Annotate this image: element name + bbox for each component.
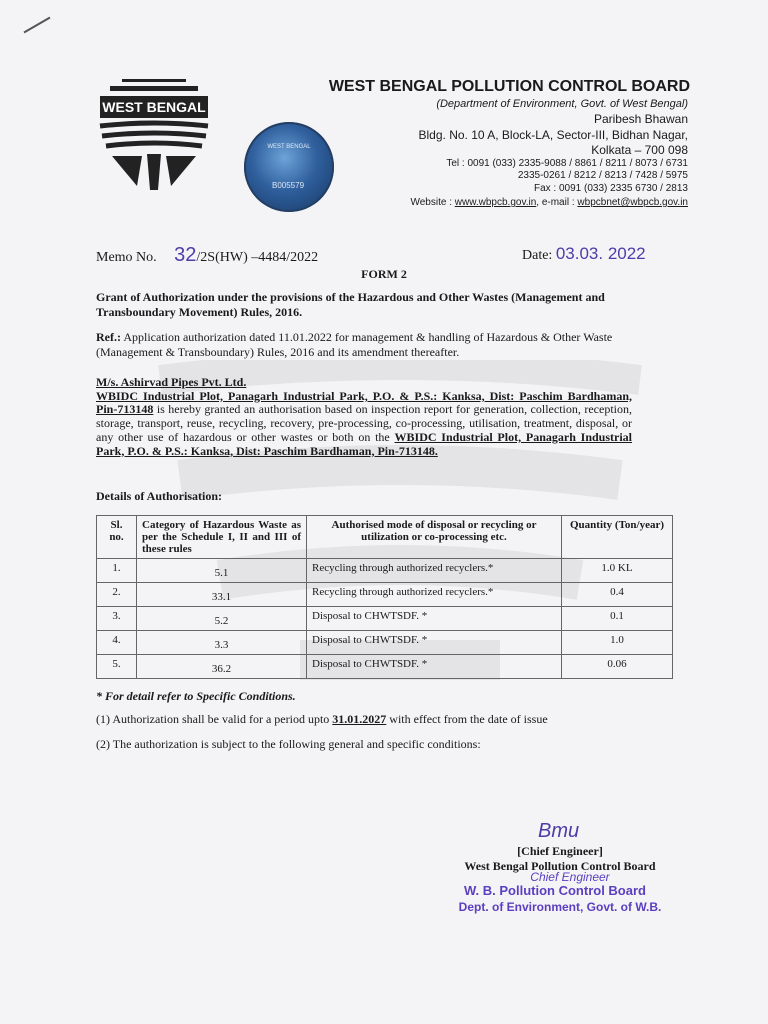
memo-number: /2S(HW) –4484/2022 [196,250,319,265]
email-link[interactable]: wbpcbnet@wbpcb.gov.in [577,197,688,208]
signatory-board: West Bengal Pollution Control Board [464,859,656,873]
memo-label: Memo No. [96,250,157,265]
authorisation-table [96,515,673,679]
cell-quantity: 0.06 [562,655,673,679]
stamp-board: W. B. Pollution Control Board [464,883,646,898]
condition-2: (2) The authorization is subject to the following general and specific conditions: [96,737,481,751]
ref-text: Application authorization dated 11.01.2022 for management & handling of Hazardous & Other Waste (Management & Transboundary) Rules, 2016 and its amendment thereafter. [96,330,613,359]
col-header-mode: Authorised mode of disposal or recycling or utilization or co-processing etc. [307,516,562,559]
reference [96,330,642,360]
cell-sl: 3. [97,607,137,631]
website-label: Website : [410,197,452,208]
company-address: WBIDC Industrial Plot, Panagarh Industrial Park, P.O. & P.S.: Kanksa, Dist: Paschim Bardhaman, Pin-713148 [96,388,632,417]
wbpcb-logo [92,76,216,194]
cell-sl: 5. [97,655,137,679]
cell-sl: 4. [97,631,137,655]
table-row [97,655,673,679]
table-header-row [97,516,673,559]
condition-1-suffix: with effect from the date of issue [386,712,548,726]
dept-line: (Department of Environment, Govt. of West Bengal) [436,98,688,110]
fax-line: Fax : 0091 (033) 2335 6730 / 2813 [533,183,688,194]
authorisation-text: is hereby granted an authorisation based on inspection report for generation, collection, reception, storage, transport, reuse, recycling, recovery, pre-processing, co-processing, utilisation, treatment, disposal, or any other use of hazardous or other wastes or both on the [96,402,632,444]
building-name: Paribesh Bhawan [593,112,688,126]
details-title: Details of Authorisation: [96,489,222,503]
col-header-category: Category of Hazardous Waste as per the Schedule I, II and III of these rules [137,516,307,559]
tel-line-1: Tel : 0091 (033) 2335-9088 / 8861 / 8211 / 8073 / 6731 [446,158,688,169]
validity-date: 31.01.2027 [332,712,387,726]
date-handwritten: 03.03. 2022 [555,244,646,263]
memo-line [96,244,318,267]
table-row [97,559,673,583]
pen-mark [24,17,51,34]
cell-category: 5.2 [137,607,307,631]
ref-label: Ref.: [96,330,121,344]
cell-quantity: 1.0 [562,631,673,655]
cell-category: 33.1 [137,583,307,607]
grant-title: Grant of Authorization under the provisions of the Hazardous and Other Wastes (Management and Transboundary Movement) Rules, 2016. [96,290,605,319]
seal-code: B005579 [271,181,305,190]
tel-line-2: 2335-0261 / 8212 / 8213 / 7428 / 5975 [517,170,688,181]
hologram-seal [244,122,334,212]
cell-quantity: 0.4 [562,583,673,607]
cell-category: 5.1 [137,559,307,583]
seal-text: WEST BENGAL [267,144,311,150]
logo-text: WEST BENGAL [102,99,206,115]
stamp-designation: Chief Engineer [530,870,610,884]
cell-mode: Recycling through authorized recyclers.* [307,583,562,607]
table-row [97,631,673,655]
contact-line [330,197,688,209]
signatory-title: [Chief Engineer] [517,844,603,858]
address-line-2: Kolkata – 700 098 [591,143,688,157]
premises-address: WBIDC Industrial Plot, Panagarh Industrial Park, P.O. & P.S.: Kanksa, Dist: Paschim Bardhaman, Pin-713148. [96,429,632,458]
cell-mode: Disposal to CHWTSDF. * [307,631,562,655]
cell-category: 3.3 [137,631,307,655]
stamp-department: Dept. of Environment, Govt. of W.B. [458,900,662,914]
condition-1-text: (1) Authorization shall be valid for a period upto [96,712,333,726]
cell-mode: Disposal to CHWTSDF. * [307,607,562,631]
table-row [97,583,673,607]
memo-number-handwritten: 32 [174,244,197,266]
table-footnote: * For detail refer to Specific Conditions. [96,689,296,703]
table-row [97,607,673,631]
company-name: M/s. Ashirvad Pipes Pvt. Ltd. [96,375,247,389]
website-link[interactable]: www.wbpcb.gov.in [454,197,537,208]
address-line-1: Bldg. No. 10 A, Block-LA, Sector-III, Bidhan Nagar, [418,128,688,142]
signature-scribble: Bmu [538,820,580,842]
date-line [522,244,646,264]
form-title: FORM 2 [361,267,407,281]
col-header-quantity: Quantity (Ton/year) [562,516,673,559]
cell-sl: 1. [97,559,137,583]
cell-quantity: 1.0 KL [562,559,673,583]
cell-quantity: 0.1 [562,607,673,631]
cell-category: 36.2 [137,655,307,679]
cell-mode: Disposal to CHWTSDF. * [307,655,562,679]
authorisation-paragraph [96,376,632,458]
condition-1 [96,712,548,727]
date-label: Date: [522,248,553,263]
col-header-sl: Sl. no. [97,516,137,559]
org-name: WEST BENGAL POLLUTION CONTROL BOARD [328,78,690,95]
cell-mode: Recycling through authorized recyclers.* [307,559,562,583]
email-label: , e-mail : [536,197,575,208]
cell-sl: 2. [97,583,137,607]
